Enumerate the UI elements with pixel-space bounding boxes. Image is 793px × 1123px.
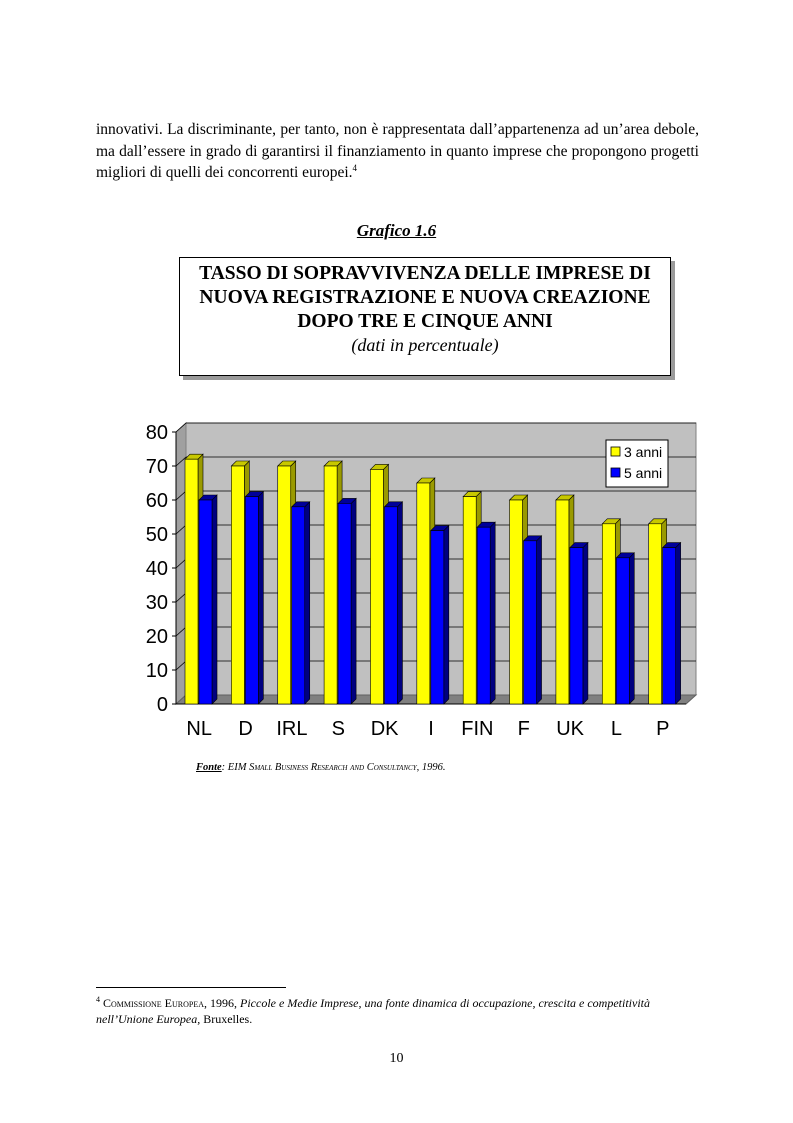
- bar-5-anni-S: [338, 503, 351, 704]
- y-tick-label: 70: [145, 456, 168, 478]
- bar-side: [397, 502, 402, 704]
- footnote-place: Bruxelles.: [200, 1012, 253, 1026]
- footnote-year: , 1996,: [204, 996, 241, 1010]
- chart-title-box: [179, 257, 671, 376]
- x-tick-label: IRL: [276, 718, 308, 740]
- bar-5-anni-I: [431, 531, 444, 704]
- x-tick-label: S: [331, 718, 345, 740]
- bar-side: [490, 522, 495, 704]
- y-tick-label: 30: [145, 592, 168, 614]
- bar-side: [629, 553, 634, 704]
- x-tick-label: D: [238, 718, 253, 740]
- y-tick-label: 10: [145, 660, 168, 682]
- bar-3-anni-D: [231, 466, 244, 704]
- bar-3-anni-I: [417, 483, 430, 704]
- bar-5-anni-NL: [199, 500, 212, 704]
- chart-subtitle: (dati in percentuale): [351, 335, 499, 355]
- bar-side: [305, 502, 310, 704]
- x-tick-label: L: [610, 718, 623, 740]
- bar-side: [258, 492, 263, 704]
- bar-side: [212, 495, 217, 704]
- x-tick-label: UK: [556, 718, 584, 740]
- source-note: [196, 762, 446, 773]
- bar-3-anni-IRL: [278, 466, 291, 704]
- footnote-ref: 4: [352, 162, 358, 173]
- bar-3-anni-FIN: [463, 497, 476, 704]
- bar-5-anni-F: [524, 541, 537, 704]
- x-tick-label: F: [517, 718, 530, 740]
- bar-3-anni-S: [324, 466, 337, 704]
- y-tick-label: 60: [145, 490, 168, 512]
- x-tick-label: NL: [186, 718, 212, 740]
- bar-5-anni-L: [616, 558, 629, 704]
- bar-5-anni-P: [663, 548, 676, 704]
- bar-3-anni-NL: [185, 459, 198, 704]
- bar-5-anni-UK: [570, 548, 583, 704]
- y-tick-label: 20: [145, 626, 168, 648]
- bar-3-anni-DK: [370, 469, 383, 704]
- chart-title: TASSO DI SOPRAVVIVENZA DELLE IMPRESE DI NUOVA REGISTRAZIONE E NUOVA CREAZIONE DOPO TRE E CINQUE ANNI: [199, 263, 651, 332]
- footnote-divider: [96, 987, 286, 988]
- source-text: : EIM Small Business Research and Consultancy, 1996.: [221, 762, 446, 773]
- body-paragraph: [96, 119, 699, 184]
- x-tick-label: I: [428, 718, 434, 740]
- x-tick-label: FIN: [461, 718, 494, 740]
- bar-side: [444, 526, 449, 704]
- bar-side: [583, 543, 588, 704]
- footnote-title: Piccole e Medie Imprese, una fonte dinamica di occupazione, crescita e competitività nell’Unione Europea,: [96, 996, 650, 1026]
- bar-side: [351, 498, 356, 704]
- bar-3-anni-F: [510, 500, 523, 704]
- bar-3-anni-P: [649, 524, 662, 704]
- bar-side: [676, 543, 681, 704]
- y-tick-label: 50: [145, 524, 168, 546]
- legend-label: 3 anni: [624, 444, 663, 460]
- x-tick-label: DK: [370, 718, 399, 740]
- legend-swatch: [611, 447, 620, 456]
- page-number: 10: [389, 1051, 404, 1066]
- bar-3-anni-UK: [556, 500, 569, 704]
- bar-5-anni-D: [245, 497, 258, 704]
- legend-swatch: [611, 468, 620, 477]
- footnote-author: Commissione Europea: [103, 996, 205, 1010]
- bar-3-anni-L: [602, 524, 615, 704]
- y-tick-label: 80: [145, 422, 168, 444]
- bar-side: [537, 536, 542, 704]
- figure-label: Grafico 1.6: [356, 221, 437, 240]
- footnote: [96, 992, 699, 1027]
- legend-label: 5 anni: [624, 465, 663, 481]
- bar-5-anni-FIN: [477, 527, 490, 704]
- source-label: Fonte: [196, 762, 222, 773]
- footnote-number: 4: [96, 995, 100, 1004]
- y-tick-label: 0: [156, 694, 168, 716]
- x-tick-label: P: [656, 718, 670, 740]
- bar-5-anni-DK: [384, 507, 397, 704]
- paragraph-text: innovativi. La discriminante, per tanto, non è rappresentata dall’appartenenza ad un’area debole, ma dall’essere in grado di garantirsi il finanziamento in quanto imprese che propongono progetti migliori di quelli dei concorrenti europei.: [96, 121, 699, 181]
- y-tick-label: 40: [145, 558, 168, 580]
- bar-chart: [130, 418, 700, 748]
- bar-5-anni-IRL: [292, 507, 305, 704]
